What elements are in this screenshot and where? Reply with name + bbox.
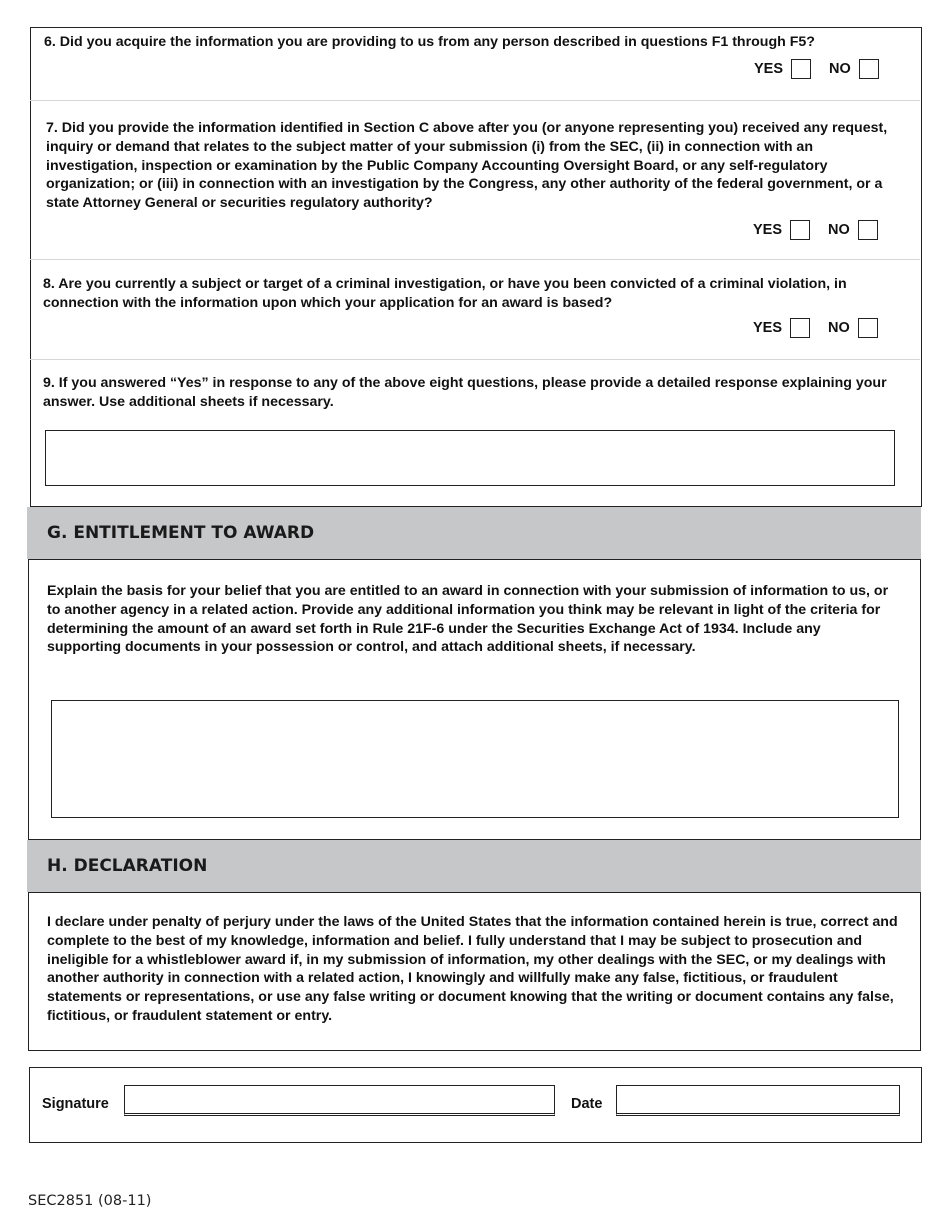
question-9-text: 9. If you answered “Yes” in response to any of the above eight questions, please provide a detailed response explaining your answer. Use additional sheets if necessary.	[43, 375, 887, 410]
divider	[30, 259, 920, 260]
question-8-text: 8. Are you currently a subject or target of a criminal investigation, or have you been convicted of a criminal violation, in connection with the information upon which your application for an award is based?	[43, 276, 847, 311]
q6-no-label: NO	[829, 61, 851, 77]
q6-no-checkbox[interactable]	[859, 59, 879, 79]
q8-no-label: NO	[828, 320, 850, 336]
q7-no-label: NO	[828, 222, 850, 238]
q6-yes-label: YES	[754, 61, 784, 77]
q6-yes-checkbox[interactable]	[791, 59, 811, 79]
question-9-response-field[interactable]	[45, 430, 895, 486]
question-7-text: 7. Did you provide the information identified in Section C above after you (or anyone representing you) received any request, inquiry or demand that relates to the subject matter of your submission (i) from the SEC, (ii) in connection with an investigation, inspection or examination by the Public Company Accounting Oversight Board, or any self-regulatory organization; or (iii) in connection with an investigation by the Congress, any other authority of the federal government, or a state Attorney General or securities regulatory authority?	[46, 120, 888, 212]
divider	[30, 100, 920, 101]
q8-yes-label: YES	[753, 320, 783, 336]
section-h-header	[27, 840, 921, 892]
entitlement-response-field[interactable]	[51, 700, 899, 818]
question-8-answer	[753, 318, 878, 338]
section-g-text: Explain the basis for your belief that you are entitled to an award in connection with your submission of information to us, or to another agency in a related action. Provide any additional information you think may be relevant in light of the criteria for determining the amount of an award set forth in Rule 21F-6 under the Securities Exchange Act of 1934. Include any supporting documents in your possession or control, and attach additional sheets, if necessary.	[47, 583, 889, 656]
divider	[30, 359, 920, 360]
section-g-title: G. ENTITLEMENT TO AWARD	[47, 523, 315, 543]
date-field[interactable]	[616, 1085, 900, 1116]
q7-yes-checkbox[interactable]	[790, 220, 810, 240]
signature-label: Signature	[42, 1096, 109, 1112]
section-g-header	[27, 507, 921, 559]
date-label: Date	[571, 1096, 603, 1112]
form-id: SEC2851 (08-11)	[28, 1193, 152, 1209]
q7-yes-label: YES	[753, 222, 783, 238]
signature-field[interactable]	[124, 1085, 555, 1116]
question-6-answer	[754, 59, 879, 79]
q8-yes-checkbox[interactable]	[790, 318, 810, 338]
question-6-text: 6. Did you acquire the information you are providing to us from any person described in questions F1 through F5?	[44, 34, 815, 50]
section-h-text: I declare under penalty of perjury under the laws of the United States that the information contained herein is true, correct and complete to the best of my knowledge, information and belief. I fully understand that I may be subject to prosecution and ineligible for a whistleblower award if, in my submission of information, my other dealings with the SEC, or my dealings with another authority in connection with a related action, I knowingly and willfully make any false, fictitious, or fraudulent statements or representations, or use any false writing or document knowing that the writing or document contains any false, fictitious, or fraudulent statement or entry.	[47, 914, 898, 1024]
section-h-title: H. DECLARATION	[47, 856, 208, 876]
q7-no-checkbox[interactable]	[858, 220, 878, 240]
question-7-answer	[753, 220, 878, 240]
q8-no-checkbox[interactable]	[858, 318, 878, 338]
